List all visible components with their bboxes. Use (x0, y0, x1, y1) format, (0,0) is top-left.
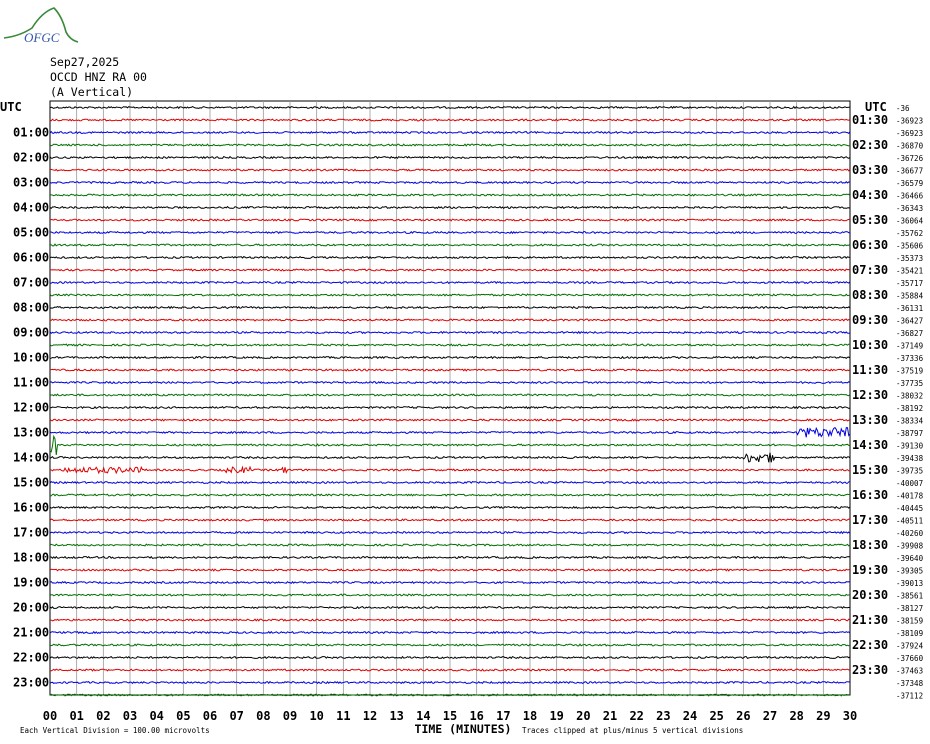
trace-offset-label: -39908 (896, 541, 924, 551)
half-hour-label: 02:30 (852, 138, 889, 152)
x-tick-label: 03 (122, 709, 138, 723)
trace-offset-label: -40511 (896, 516, 924, 526)
x-axis-title: TIME (MINUTES) (414, 722, 512, 736)
hour-label: 11:00 (13, 375, 50, 390)
clip-note: Traces clipped at plus/minus 5 vertical divisions (522, 726, 744, 735)
trace-offset-label: -35373 (896, 254, 924, 263)
trace-offset-label: -39130 (896, 441, 924, 451)
scale-note: Each Vertical Division = 100.00 microvolts (20, 726, 210, 735)
x-tick-label: 02 (96, 709, 111, 723)
hour-label: 01:00 (13, 125, 50, 140)
hour-label: 08:00 (13, 300, 50, 315)
trace-offset-label: -35717 (896, 279, 924, 288)
half-hour-label: 18:30 (852, 538, 889, 552)
half-hour-label: 03:30 (852, 163, 889, 177)
x-tick-label: 20 (576, 709, 591, 723)
x-tick-label: 00 (42, 709, 58, 723)
hour-label: 15:00 (13, 475, 50, 490)
hour-label: 21:00 (13, 625, 50, 640)
trace-offset-label: -36923 (896, 129, 924, 138)
x-tick-label: 24 (682, 709, 698, 723)
x-tick-label: 30 (842, 709, 858, 723)
hour-label: 14:00 (13, 450, 50, 465)
trace-offset-label: -38797 (896, 429, 924, 438)
x-tick-label: 04 (149, 709, 164, 723)
x-tick-label: 25 (709, 709, 724, 723)
trace-offset-label: -38159 (896, 616, 924, 626)
x-tick-label: 27 (762, 709, 778, 723)
hour-label: 03:00 (13, 175, 50, 190)
trace-offset-label: -39640 (896, 554, 924, 563)
trace-offset-label: -38192 (896, 404, 924, 413)
hour-label: 18:00 (13, 550, 50, 565)
left-tz-label: UTC (0, 100, 22, 114)
trace-offset-label: -37924 (896, 641, 924, 651)
trace-offset-label: -36870 (896, 141, 924, 151)
x-tick-label: 11 (336, 709, 351, 723)
hour-label: 09:00 (13, 325, 50, 340)
x-tick-label: 18 (522, 709, 538, 723)
hour-label: 07:00 (13, 275, 50, 290)
half-hour-label: 19:30 (852, 563, 889, 577)
half-hour-label: 17:30 (852, 513, 889, 527)
half-hour-label: 23:30 (852, 663, 889, 677)
trace-offset-label: -36343 (896, 204, 924, 213)
trace-offset-label: -37348 (896, 679, 924, 688)
x-tick-label: 08 (256, 709, 271, 723)
hour-label: 23:00 (13, 675, 50, 690)
x-tick-label: 23 (656, 709, 671, 723)
x-tick-label: 16 (469, 709, 484, 723)
hour-label: 20:00 (13, 600, 50, 615)
trace-offset-label: -38334 (896, 416, 924, 426)
trace-offset-label: -36923 (896, 116, 924, 126)
trace-offset-label: -40178 (896, 491, 924, 501)
x-tick-label: 06 (202, 709, 218, 723)
chart-date: Sep27,2025 (50, 55, 120, 69)
half-hour-label: 13:30 (852, 413, 889, 427)
trace-offset-label: -39305 (896, 566, 924, 576)
hour-label: 06:00 (13, 250, 50, 265)
hour-label: 02:00 (13, 150, 50, 165)
trace-offset-label: -38127 (896, 604, 924, 613)
trace-offset-label: -35884 (896, 291, 924, 301)
half-hour-label: 04:30 (852, 188, 889, 202)
x-tick-label: 21 (602, 709, 618, 723)
x-tick-label: 12 (362, 709, 378, 723)
trace-offset-label: -39438 (896, 454, 924, 463)
half-hour-label: 11:30 (852, 363, 889, 377)
trace-offset-label: -36466 (896, 191, 924, 201)
x-tick-label: 05 (176, 709, 191, 723)
logo-text: OFGC (24, 30, 60, 45)
trace-offset-label: -40007 (896, 479, 924, 488)
hour-label: 19:00 (13, 575, 50, 590)
half-hour-label: 20:30 (852, 588, 889, 602)
x-tick-label: 15 (442, 709, 458, 723)
trace-offset-label: -36 (896, 104, 910, 113)
half-hour-label: 01:30 (852, 113, 889, 127)
x-tick-label: 14 (416, 709, 431, 723)
x-tick-label: 17 (496, 709, 511, 723)
trace-offset-label: -36131 (896, 304, 924, 313)
trace-offset-label: -40445 (896, 504, 924, 513)
hour-label: 12:00 (13, 400, 50, 415)
half-hour-label: 08:30 (852, 288, 889, 302)
hour-label: 16:00 (13, 500, 50, 515)
half-hour-label: 06:30 (852, 238, 889, 252)
half-hour-label: 10:30 (852, 338, 889, 352)
hour-label: 04:00 (13, 200, 50, 215)
right-tz-label: UTC (865, 100, 887, 114)
trace-offset-label: -36427 (896, 316, 924, 326)
chart-component: (A Vertical) (50, 85, 134, 99)
x-tick-label: 29 (816, 709, 831, 723)
trace-offset-label: -38561 (896, 591, 924, 601)
half-hour-label: 05:30 (852, 213, 889, 227)
half-hour-label: 15:30 (852, 463, 889, 477)
hour-label: 05:00 (13, 225, 50, 240)
trace-offset-label: -39735 (896, 466, 924, 476)
half-hour-label: 21:30 (852, 613, 889, 627)
x-tick-label: 26 (736, 709, 751, 723)
half-hour-label: 07:30 (852, 263, 889, 277)
x-tick-label: 28 (789, 709, 804, 723)
trace-offset-label: -39013 (896, 579, 924, 588)
trace-offset-label: -36579 (896, 179, 924, 188)
trace-offset-label: -36677 (896, 166, 924, 176)
trace-offset-label: -40260 (896, 529, 924, 538)
x-tick-label: 22 (629, 709, 644, 723)
hour-label: 17:00 (13, 525, 50, 540)
hour-label: 10:00 (13, 350, 50, 365)
trace-offset-label: -37149 (896, 341, 924, 351)
half-hour-label: 22:30 (852, 638, 889, 652)
trace-offset-label: -36064 (896, 216, 924, 226)
x-tick-label: 19 (549, 709, 564, 723)
x-tick-label: 09 (282, 709, 298, 723)
half-hour-label: 09:30 (852, 313, 889, 327)
x-tick-label: 07 (229, 709, 244, 723)
x-tick-label: 13 (389, 709, 404, 723)
trace-offset-label: -36827 (896, 329, 924, 338)
trace-offset-label: -37336 (896, 354, 924, 363)
trace-offset-label: -37660 (896, 654, 924, 663)
half-hour-label: 12:30 (852, 388, 889, 402)
trace-offset-label: -35421 (896, 266, 924, 276)
trace-offset-label: -37735 (896, 379, 924, 388)
trace-offset-label: -37463 (896, 666, 924, 676)
chart-station: OCCD HNZ RA 00 (50, 70, 147, 84)
half-hour-label: 14:30 (852, 438, 889, 452)
trace-offset-label: -38032 (896, 391, 924, 401)
x-tick-label: 10 (309, 709, 324, 723)
half-hour-label: 16:30 (852, 488, 889, 502)
x-tick-label: 01 (69, 709, 84, 723)
hour-label: 13:00 (13, 425, 50, 440)
trace-offset-label: -35606 (896, 241, 924, 251)
trace-offset-label: -37112 (896, 691, 924, 701)
trace-offset-label: -38109 (896, 629, 924, 638)
trace-offset-label: -35762 (896, 229, 924, 238)
trace-offset-label: -37519 (896, 366, 924, 376)
trace-offset-label: -36726 (896, 154, 924, 163)
hour-label: 22:00 (13, 650, 50, 665)
